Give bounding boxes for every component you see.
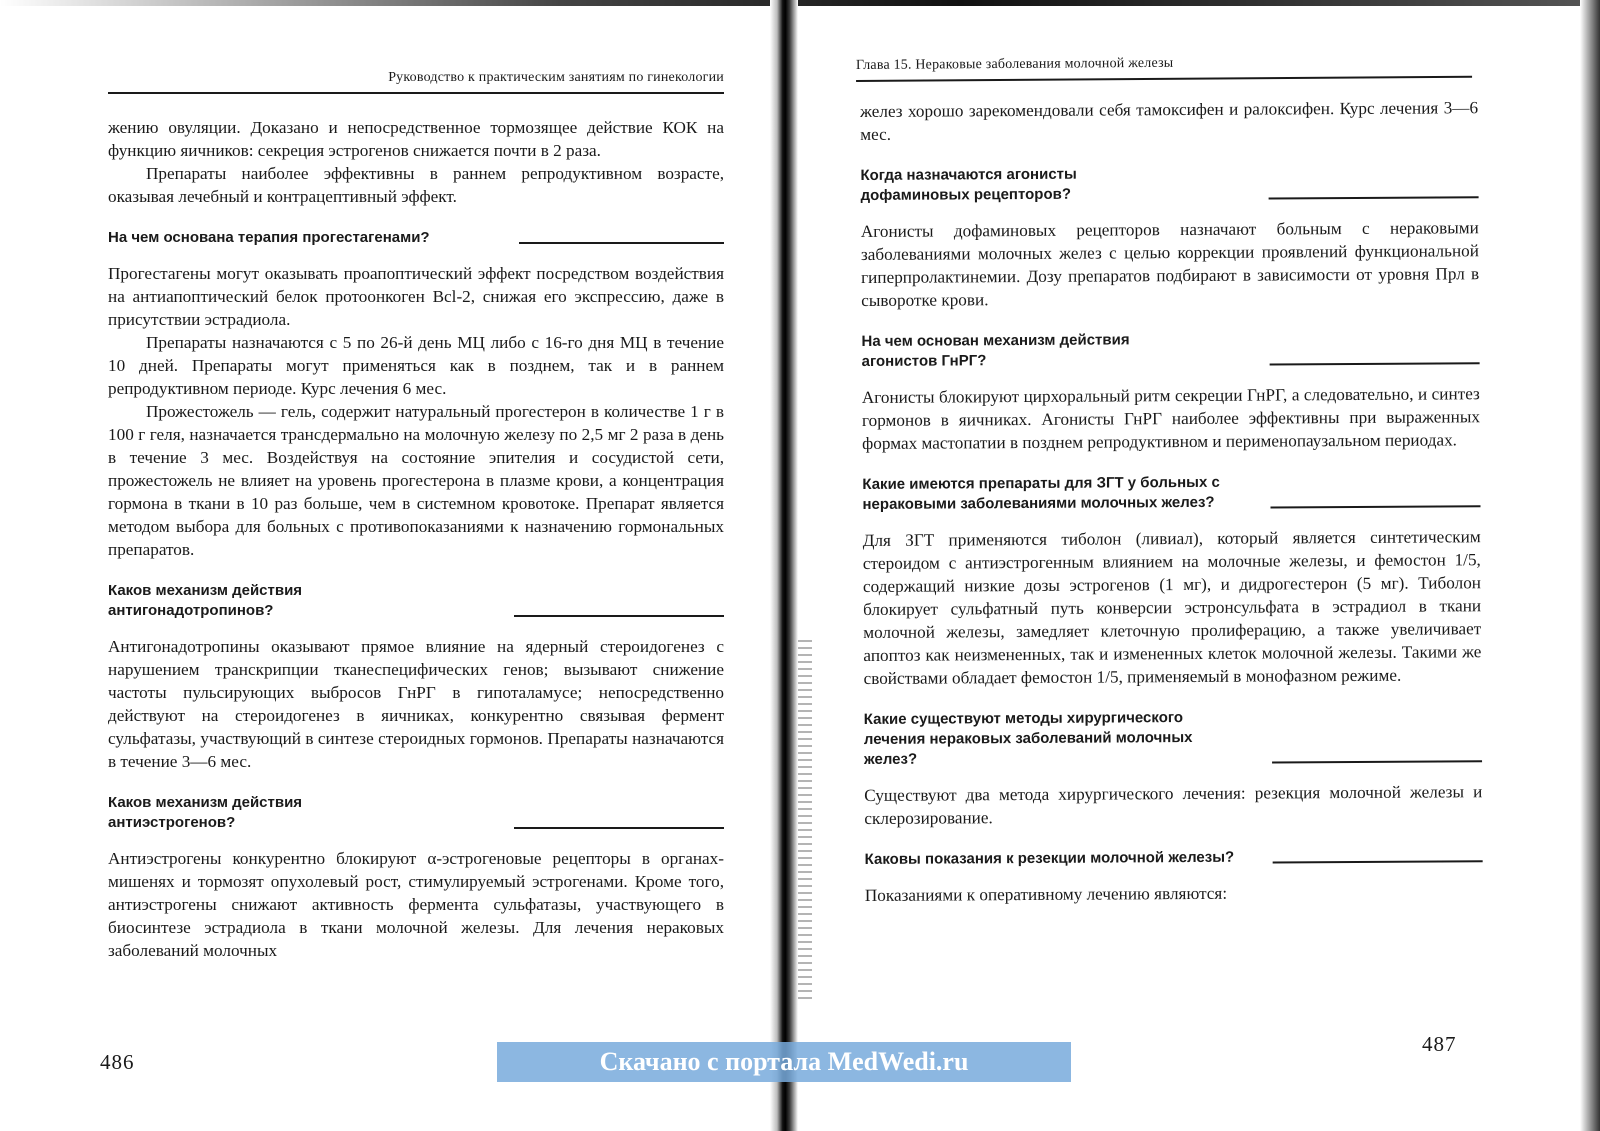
question-heading	[108, 581, 724, 621]
question-heading	[862, 471, 1480, 515]
question-heading	[864, 706, 1482, 770]
paragraph: Прожестожель — гель, содержит натуральный прогестерон в количестве 1 г в 100 г геля, назначается трансдермально на молочную железу по 2,5 мг 2 раза в день в течение 3 мес. Воздействуя на состояние эпителия и сосудистой сети, прожестожель не влияет на уровень прогестерона в плазме крови, а концентрация гормона в ткани в 10 раз больше, чем в системном кровотоке. Препарат является методом выбора для больных с противопоказаниями к назначению гормональных препаратов.	[108, 402, 724, 559]
question-heading	[108, 228, 724, 248]
paragraph: Прогестагены могут оказывать проапоптический эффект посредством воздействия на антиапоптический белок протоонкоген Bcl-2, снижая его экспрессию, даже в присутствии эстрадиола.	[108, 264, 724, 329]
book-gutter	[770, 0, 798, 1131]
question-text: Каков механизм действия антиэстрогенов?	[108, 794, 303, 831]
question-text: Когда назначаются агонисты дофаминовых рецепторов?	[860, 165, 1077, 204]
page-number: 487	[1422, 1032, 1457, 1056]
heading-rule	[1273, 860, 1483, 863]
question-text: Каков механизм действия антигонадотропинов?	[108, 582, 303, 619]
question-heading	[865, 846, 1483, 870]
paragraph: жению овуляции. Доказано и непосредственное тормозящее действие КОК на функцию яичников: секреция эстрогенов снижается почти в 2 раза.	[108, 118, 724, 160]
paragraph: Агонисты блокируют цирхоральный ритм секреции ГнРГ, а следовательно, и синтез гормонов в яичниках. Агонисты ГнРГ наиболее эффективны при выраженных формах мастопатии в позднем репродуктивном и перименопаузальном периодах.	[861, 384, 1481, 453]
question-text: Какие существуют методы хирургического лечения нераковых заболеваний молочных желез?	[863, 709, 1193, 768]
paragraph: Препараты наиболее эффективны в раннем репродуктивном возрасте, оказывая лечебный и контрацептивный эффект.	[108, 164, 724, 206]
left-running-head: Руководство к практическим занятиям по гинекологии	[108, 70, 724, 94]
paragraph: Антигонадотропины оказывают прямое влияние на ядерный стероидогенез с нарушением транскрипции тканеспецифических генов; вызывают снижение частоты пульсирующих выбросов ГнРГ в гипоталамусе; непосредственно действуют на стероидогенез в яичниках, конкурентно связывая фермент сульфатазы, участвующий в синтезе стероидных гормонов. Препараты назначаются в течение 3—6 мес.	[108, 637, 724, 771]
paragraph: Препараты назначаются с 5 по 26-й день МЦ либо с 16-го дня МЦ в течение 10 дней. Препараты могут применяться как в позднем, так и в раннем репродуктивном периоде. Курс лечения 6 мес.	[108, 333, 724, 398]
heading-rule	[1272, 760, 1482, 763]
right-text-column	[860, 96, 1483, 907]
question-heading	[108, 793, 724, 833]
page-number: 486	[100, 1050, 135, 1074]
paragraph: Для ЗГТ применяются тиболон (ливиал), который является синтетическим стероидом с антиэстрогенным влиянием на молочные железы, и фемостон 1/5, содержащий низкие дозы эстрогенов (1 мг), и дидрогестерон (5 мг). Тиболон блокирует сульфатный путь конверсии эстронсульфата в эстрадиол в ткани молочной железы, замедляет клеточную пролиферацию, а также увеличивает апоптоз как неизмененных, так и измененных клеток молочной железы. Такими же свойствами обладает фемостон 1/5, применяемый в монофазном режиме.	[862, 527, 1482, 688]
paragraph: Показаниями к оперативному лечению являются:	[864, 883, 1228, 905]
question-text: Каковы показания к резекции молочной железы?	[864, 848, 1235, 868]
heading-rule	[1270, 505, 1480, 508]
left-page	[0, 0, 760, 1131]
question-heading	[860, 162, 1478, 206]
question-text: На чем основана терапия прогестагенами?	[108, 229, 430, 246]
question-text: На чем основан механизм действия агонистов ГнРГ?	[861, 331, 1130, 370]
heading-rule	[514, 615, 724, 617]
heading-rule	[1270, 362, 1480, 365]
question-text: Какие имеются препараты для ЗГТ у больных с нераковыми заболеваниями молочных желез?	[862, 473, 1220, 513]
right-running-head: Глава 15. Нераковые заболевания молочной железы	[856, 54, 1472, 82]
paragraph: Агонисты дофаминовых рецепторов назначают больным с нераковыми заболеваниями молочных желез с целью коррекции проявлений функциональной гиперпролактинемии. Дозу препаратов подбирают в зависимости от уровня Прл в сыворотке крови.	[860, 218, 1480, 310]
paragraph: желез хорошо зарекомендовали себя тамоксифен и ралоксифен. Курс лечения 3—6 мес.	[860, 98, 1479, 144]
right-page	[800, 0, 1600, 1131]
heading-rule	[519, 242, 724, 244]
paragraph: Антиэстрогены конкурентно блокируют α-эстрогеновые рецепторы в органах-мишенях и тормозят опухолевый рост, стимулируемый эстрогенами. Кроме того, антиэстрогены снижают активность фермента сульфатазы, участвующего в биосинтезе эстрадиола в ткани молочной железы. Для лечения нераковых заболеваний молочных	[108, 849, 724, 960]
download-watermark: Скачано с портала MedWedi.ru	[497, 1042, 1071, 1082]
question-heading	[861, 328, 1479, 372]
heading-rule	[514, 827, 724, 829]
paragraph: Существуют два метода хирургического лечения: резекция молочной железы и склерозирование.	[864, 782, 1483, 828]
heading-rule	[1269, 196, 1479, 199]
left-text-column	[108, 116, 724, 962]
